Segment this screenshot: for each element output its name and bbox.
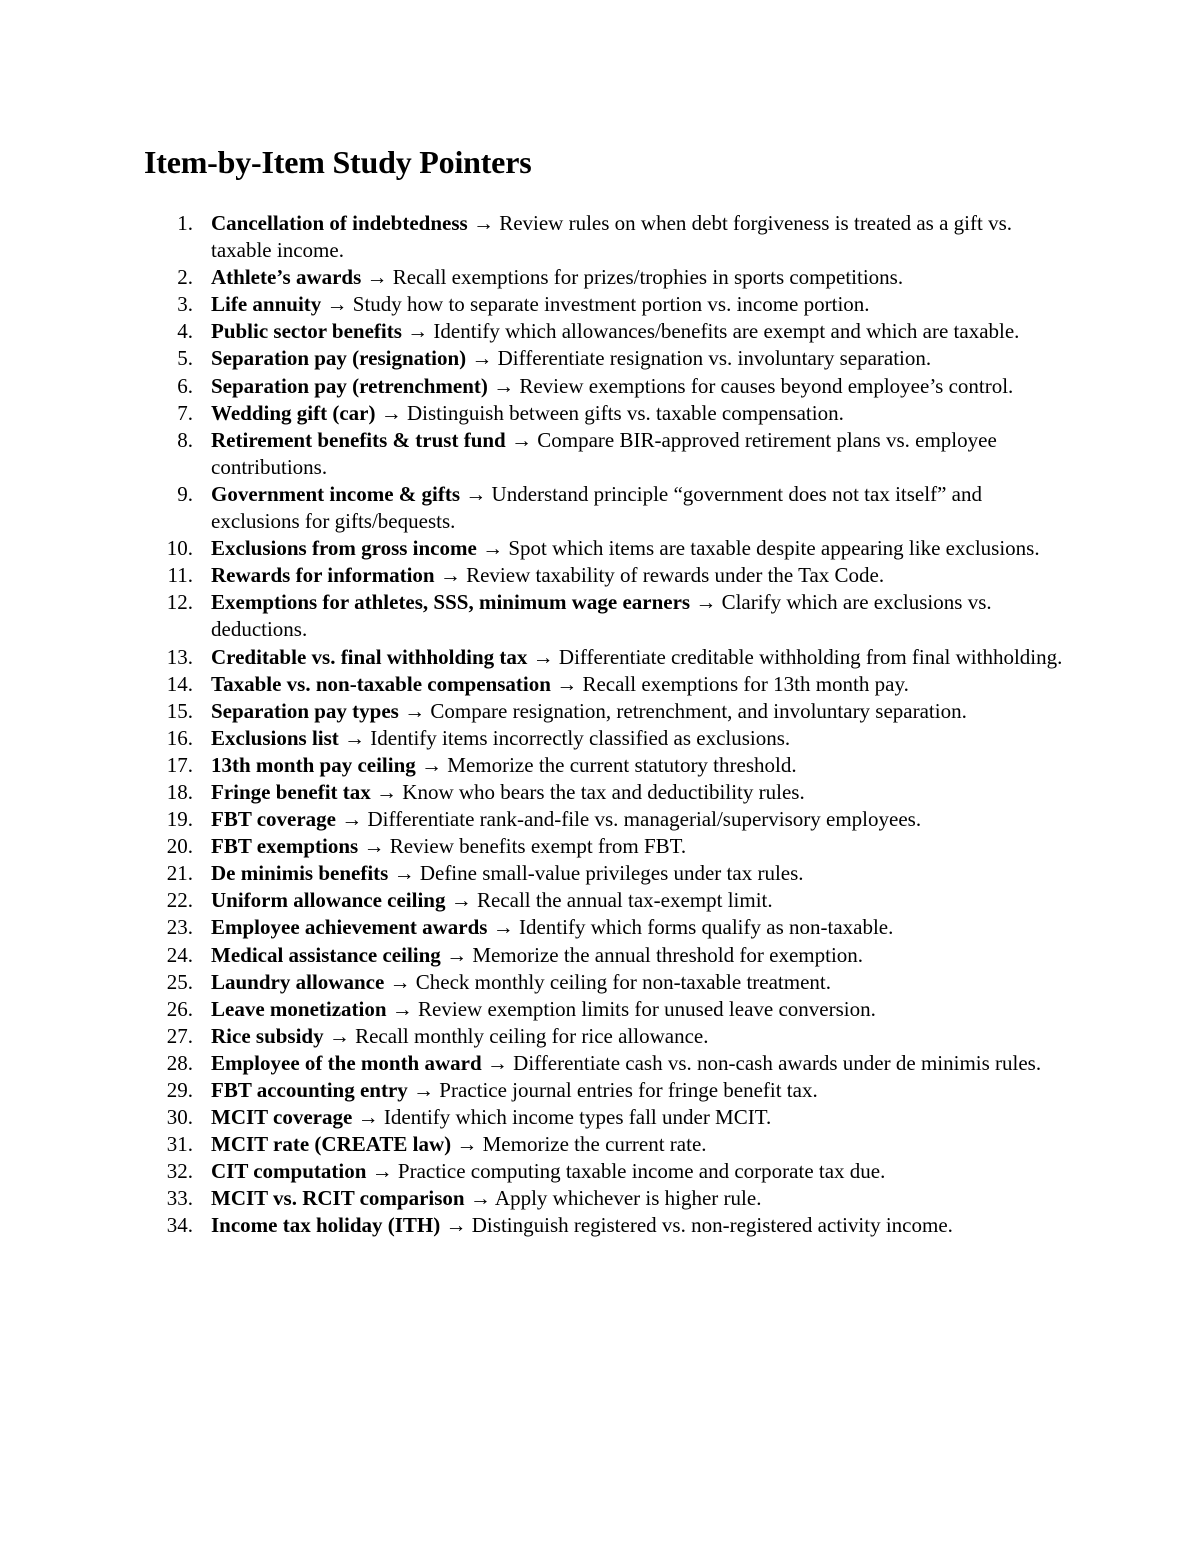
item-number: 10. — [166, 536, 193, 561]
item-number: 28. — [166, 1050, 193, 1075]
item-term: FBT coverage — [211, 807, 336, 832]
item-term: Creditable vs. final withholding tax — [211, 644, 528, 669]
list-item — [0, 1050, 1200, 1077]
item-term: 13th month pay ceiling — [211, 752, 416, 777]
item-description: → Recall exemptions for prizes/trophies in sports competitions. — [361, 265, 904, 290]
list-item — [0, 969, 1200, 996]
item-description: → Differentiate resignation vs. involuntary separation. — [466, 346, 932, 371]
item-description: → Differentiate creditable withholding from final withholding. — [527, 644, 1063, 669]
item-number: 24. — [166, 942, 193, 967]
item-number: 26. — [166, 996, 193, 1021]
item-description: → Clarify which are exclusions vs. deductions. — [211, 590, 992, 642]
item-description: → Identify which allowances/benefits are exempt and which are taxable. — [401, 319, 1020, 344]
item-description: → Distinguish registered vs. non-registered activity income. — [440, 1213, 953, 1238]
item-term: CIT computation — [211, 1159, 367, 1184]
item-term: Separation pay types — [211, 698, 399, 723]
list-item — [0, 481, 1200, 535]
list-item — [0, 1023, 1200, 1050]
item-term: Rice subsidy — [211, 1023, 324, 1048]
item-number: 5. — [177, 346, 193, 371]
item-term: Fringe benefit tax — [211, 779, 371, 804]
item-term: Rewards for information — [211, 563, 435, 588]
item-number: 8. — [177, 427, 193, 452]
item-description: → Define small-value privileges under tax rules. — [388, 861, 804, 886]
item-number: 16. — [166, 725, 193, 750]
page-title: Item-by-Item Study Pointers — [144, 144, 532, 180]
list-item — [0, 427, 1200, 481]
list-item — [0, 291, 1200, 318]
item-description: → Compare BIR-approved retirement plans vs. employee contributions. — [211, 427, 997, 479]
item-description: → Identify items incorrectly classified as exclusions. — [338, 725, 791, 750]
item-description: → Review taxability of rewards under the Tax Code. — [434, 563, 885, 588]
study-pointers-list — [0, 210, 1200, 1240]
list-item — [0, 698, 1200, 725]
list-item — [0, 725, 1200, 752]
item-term: Exemptions for athletes, SSS, minimum wage earners — [211, 590, 691, 615]
item-description: → Recall the annual tax-exempt limit. — [445, 888, 773, 913]
item-number: 21. — [166, 861, 193, 886]
list-item — [0, 887, 1200, 914]
item-number: 33. — [166, 1186, 193, 1211]
item-description: → Identify which forms qualify as non-taxable. — [487, 915, 894, 940]
item-description: → Distinguish between gifts vs. taxable compensation. — [375, 400, 844, 425]
item-number: 9. — [177, 481, 193, 506]
item-number: 2. — [177, 265, 193, 290]
item-description: → Review benefits exempt from FBT. — [358, 834, 687, 859]
item-term: Cancellation of indebtedness — [211, 211, 468, 235]
item-term: Income tax holiday (ITH) — [211, 1213, 441, 1238]
item-number: 22. — [166, 888, 193, 913]
item-number: 27. — [166, 1023, 193, 1048]
item-term: Retirement benefits & trust fund — [211, 427, 506, 452]
item-term: MCIT rate (CREATE law) — [211, 1132, 452, 1157]
list-item — [0, 210, 1200, 264]
list-item — [0, 535, 1200, 562]
list-item — [0, 833, 1200, 860]
list-item — [0, 1185, 1200, 1212]
item-description: → Study how to separate investment portion vs. income portion. — [321, 292, 870, 317]
item-description: → Differentiate cash vs. non-cash awards under de minimis rules. — [481, 1050, 1042, 1075]
item-description: → Apply whichever is higher rule. — [464, 1186, 762, 1211]
item-description: → Practice journal entries for fringe benefit tax. — [407, 1078, 818, 1102]
list-item — [0, 1131, 1200, 1158]
item-description: → Spot which items are taxable despite appearing like exclusions. — [476, 536, 1040, 561]
item-description: → Review exemptions for causes beyond employee’s control. — [487, 373, 1014, 398]
item-number: 30. — [166, 1105, 193, 1130]
item-description: → Review exemption limits for unused leave conversion. — [386, 996, 876, 1021]
list-item — [0, 345, 1200, 372]
list-item — [0, 752, 1200, 779]
item-description: → Memorize the current statutory threshold. — [415, 752, 797, 777]
list-item — [0, 1212, 1200, 1239]
list-item — [0, 644, 1200, 671]
item-term: FBT exemptions — [211, 834, 359, 859]
item-number: 23. — [166, 915, 193, 940]
item-description: → Understand principle “government does not tax itself” and exclusions for gifts/bequests. — [211, 481, 982, 534]
list-item — [0, 589, 1200, 643]
item-description: → Identify which income types fall under MCIT. — [352, 1105, 772, 1130]
item-description: → Recall exemptions for 13th month pay. — [550, 671, 909, 696]
item-term: Exclusions list — [211, 725, 339, 750]
item-number: 4. — [177, 319, 193, 344]
list-item — [0, 779, 1200, 806]
item-term: Wedding gift (car) — [211, 400, 376, 425]
item-term: Medical assistance ceiling — [211, 942, 441, 967]
list-item — [0, 996, 1200, 1023]
item-term: Laundry allowance — [211, 969, 385, 994]
item-number: 6. — [177, 373, 193, 398]
item-number: 1. — [177, 211, 193, 235]
item-number: 31. — [166, 1132, 193, 1157]
list-item — [0, 562, 1200, 589]
item-term: Athlete’s awards — [211, 265, 362, 290]
item-number: 17. — [166, 752, 193, 777]
item-term: Separation pay (resignation) — [211, 346, 467, 371]
item-description: → Review rules on when debt forgiveness is treated as a gift vs. taxable income. — [211, 211, 1013, 263]
item-number: 7. — [177, 400, 193, 425]
list-item — [0, 318, 1200, 345]
item-term: Taxable vs. non-taxable compensation — [211, 671, 551, 696]
list-item — [0, 942, 1200, 969]
item-description: → Compare resignation, retrenchment, and involuntary separation. — [398, 698, 967, 723]
item-number: 34. — [166, 1213, 193, 1238]
item-term: Exclusions from gross income — [211, 536, 477, 561]
list-item — [0, 373, 1200, 400]
item-term: Public sector benefits — [211, 319, 402, 344]
list-item — [0, 806, 1200, 833]
item-number: 13. — [166, 644, 193, 669]
item-number: 32. — [166, 1159, 193, 1184]
item-term: Uniform allowance ceiling — [211, 888, 446, 913]
list-item — [0, 1158, 1200, 1185]
item-number: 20. — [166, 834, 193, 859]
item-description: → Know who bears the tax and deductibility rules. — [370, 779, 805, 804]
item-number: 12. — [166, 590, 193, 615]
item-term: Employee of the month award — [211, 1050, 482, 1075]
item-term: Government income & gifts — [211, 481, 461, 506]
item-term: De minimis benefits — [211, 861, 389, 886]
item-number: 19. — [166, 807, 193, 832]
list-item — [0, 264, 1200, 291]
item-description: → Differentiate rank-and-file vs. managerial/supervisory employees. — [336, 807, 922, 832]
item-description: → Memorize the current rate. — [451, 1132, 707, 1157]
item-number: 14. — [166, 671, 193, 696]
item-term: Employee achievement awards — [211, 915, 488, 940]
list-item — [0, 1104, 1200, 1131]
item-term: Leave monetization — [211, 996, 387, 1021]
item-term: Separation pay (retrenchment) — [211, 373, 488, 398]
list-item — [0, 1077, 1200, 1104]
item-description: → Check monthly ceiling for non-taxable treatment. — [384, 969, 831, 994]
item-description: → Practice computing taxable income and corporate tax due. — [366, 1159, 886, 1184]
item-description: → Memorize the annual threshold for exemption. — [440, 942, 864, 967]
item-term: FBT accounting entry — [211, 1078, 408, 1102]
item-number: 18. — [166, 779, 193, 804]
item-term: Life annuity — [211, 292, 322, 317]
item-number: 3. — [177, 292, 193, 317]
item-number: 29. — [166, 1078, 193, 1102]
item-number: 15. — [166, 698, 193, 723]
list-item — [0, 860, 1200, 887]
list-item — [0, 914, 1200, 941]
list-item — [0, 400, 1200, 427]
item-description: → Recall monthly ceiling for rice allowance. — [323, 1023, 709, 1048]
item-number: 25. — [166, 969, 193, 994]
item-number: 11. — [167, 563, 193, 588]
item-term: MCIT vs. RCIT comparison — [211, 1186, 465, 1211]
item-term: MCIT coverage — [211, 1105, 353, 1130]
list-item — [0, 671, 1200, 698]
